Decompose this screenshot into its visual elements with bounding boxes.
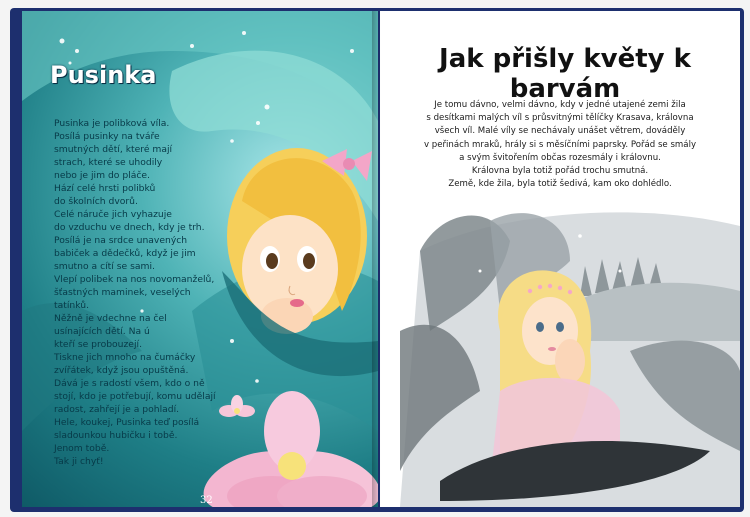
text-line: Hele, koukej, Pusinka teď posílá	[54, 417, 200, 428]
text-line: Vlepí polibek na nos novomanželů,	[54, 274, 215, 285]
text-line: kteří se probouzejí.	[54, 339, 142, 350]
right-page-illustration	[380, 11, 740, 507]
page-number: 32	[200, 495, 213, 506]
text-line: Země, kde žila, byla totiž šedivá, kam oko dohlédlo.	[448, 179, 672, 190]
text-line: strach, které se uhodily	[54, 157, 163, 168]
text-line: Je tomu dávno, velmi dávno, kdy v jedné utajené zemi žila	[434, 100, 686, 110]
text-line: tatínků.	[54, 300, 89, 311]
text-line: radost, zahřejí je a pohladí.	[54, 404, 180, 415]
text-line: Hází celé hrsti polibků	[54, 183, 156, 194]
text-line: smutných dětí, které mají	[54, 144, 173, 155]
text-line: Posílá pusinky na tváře	[54, 131, 160, 142]
text-line: s desítkami malých víl s průsvitnými tělíčky Krasava, královna	[426, 113, 694, 124]
text-line: do vzduchu ve dnech, kdy je trh.	[54, 222, 205, 233]
text-line: všech víl. Malé víly se nechávaly unášet větrem, dováděly	[434, 126, 686, 137]
text-line: usínajících dětí. Na ú	[54, 326, 150, 337]
text-line: sladounkou hubičku i tobě.	[54, 430, 178, 441]
text-line: babiček a dědečků, když je jim	[54, 248, 196, 259]
text-line: Královna byla totiž pořád trochu smutná.	[471, 166, 649, 177]
text-line: stojí, kdo je potřebují, komu udělají	[54, 391, 216, 402]
text-line: a svým švitořením občas rozesmály i královnu.	[459, 152, 661, 163]
book-spine	[372, 11, 386, 507]
text-line: Celé náruče jich vyhazuje	[54, 209, 172, 220]
text-line: Tiskne jich mnoho na čumáčky	[54, 352, 196, 363]
right-page	[380, 11, 740, 507]
text-line: Pusinka je polibková víla.	[54, 118, 170, 129]
right-page-title: Jak přišly květy k barvám	[439, 44, 691, 104]
text-line: do školních dvorů.	[54, 196, 138, 207]
text-line: Jenom tobě.	[54, 443, 110, 454]
left-page-title: Pusinka	[50, 61, 157, 89]
text-line: smutno a cítí se sami.	[54, 261, 155, 272]
left-page	[22, 11, 378, 507]
text-line: Dává je s radostí všem, kdo o ně	[54, 378, 205, 389]
text-line: Tak ji chyť!	[54, 456, 104, 467]
text-line: zvířátek, když jsou opuštěná.	[54, 365, 189, 376]
text-line: v peřinách mraků, hrály si s měsíčními paprsky. Pořád se smály	[423, 139, 697, 150]
text-line: šťastných maminek, veselých	[54, 287, 191, 298]
left-page-text	[54, 117, 224, 468]
text-line: Posílá je na srdce unavených	[54, 235, 188, 246]
text-line: nebo je jim do pláče.	[54, 170, 150, 181]
text-line: Něžně je vdechne na čel	[54, 313, 167, 324]
